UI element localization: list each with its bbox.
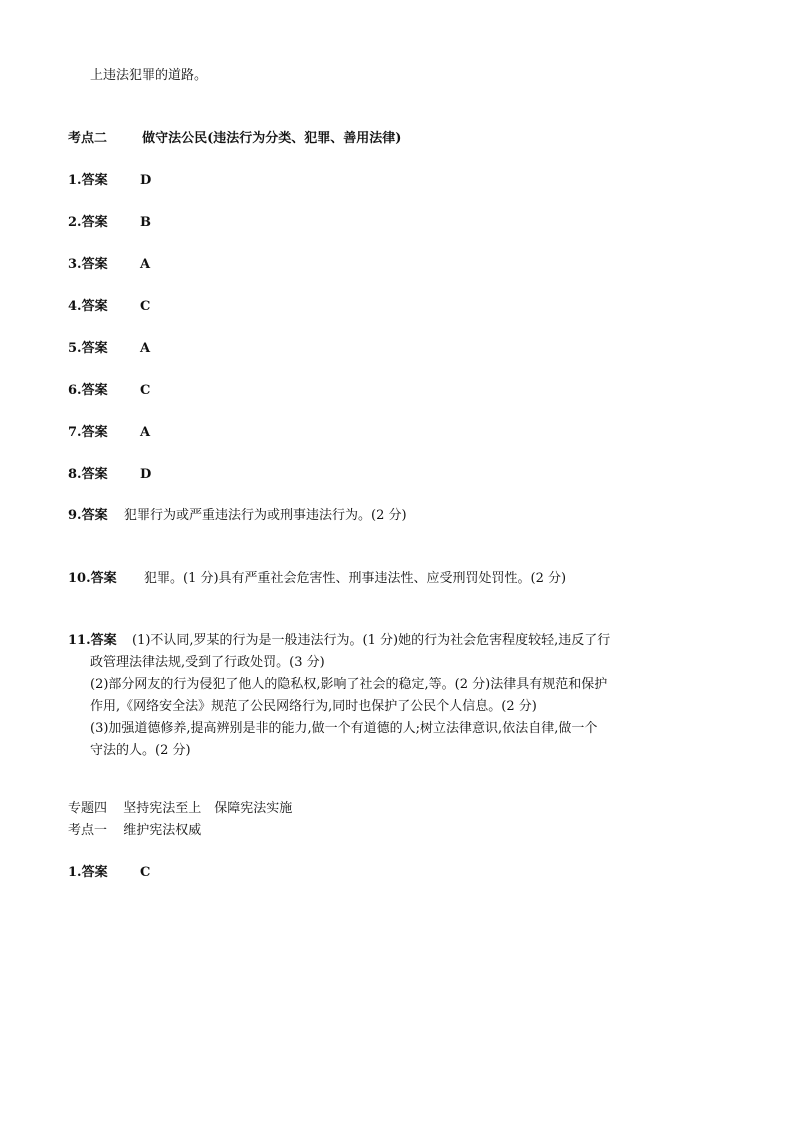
- answer-word: 答案: [81, 257, 108, 272]
- answer-row: [68, 383, 150, 399]
- answer-word: 答案: [81, 173, 108, 188]
- answer-value: 犯罪。(1 分)具有严重社会危害性、刑事违法性、应受刑罚处罚性。(2 分): [144, 571, 567, 586]
- answer-word: 答案: [81, 383, 108, 398]
- answer-row: [68, 571, 566, 587]
- section-heading-2: [68, 131, 401, 147]
- section-title: 维护宪法权威: [123, 823, 202, 838]
- answer-number: 5.: [68, 341, 82, 356]
- answer-row: [68, 467, 151, 483]
- answer-word: 答案: [81, 467, 108, 482]
- answer-text-line: 作用,《网络安全法》规范了公民网络行为,同时也保护了公民个人信息。(2 分): [90, 699, 537, 714]
- answer-word: 答案: [90, 571, 117, 586]
- answer-11-block: [68, 630, 668, 762]
- answer-value: A: [140, 257, 151, 272]
- answer-word: 答案: [81, 425, 108, 440]
- answer-row: [68, 299, 150, 315]
- answer-11-first-line: [68, 630, 668, 652]
- answer-value: C: [140, 383, 151, 398]
- answer-text-line: (3)加强道德修养,提高辨别是非的能力,做一个有道德的人;树立法律意识,依法自律,做一个: [90, 721, 598, 736]
- answer-number: 8.: [68, 467, 82, 482]
- answer-row: [68, 257, 150, 273]
- answer-value: D: [140, 467, 152, 482]
- answer-number: 11.: [68, 633, 91, 648]
- answer-row: [68, 425, 150, 441]
- topic-title: 坚持宪法至上 保障宪法实施: [123, 801, 293, 816]
- answer-number: 9.: [68, 508, 82, 523]
- answer-row: [68, 215, 151, 231]
- answer-text-line: 守法的人。(2 分): [90, 743, 191, 758]
- answer-value: B: [140, 215, 151, 230]
- answer-text-line: 政管理法律法规,受到了行政处罚。(3 分): [90, 655, 325, 670]
- answer-value: D: [140, 173, 152, 188]
- section-title: 做守法公民(违法行为分类、犯罪、善用法律): [142, 131, 402, 146]
- answer-word: 答案: [81, 508, 108, 523]
- answer-value: A: [140, 341, 151, 356]
- answer-word: 答案: [81, 215, 108, 230]
- answer-row: [68, 173, 151, 189]
- answer-number: 7.: [68, 425, 82, 440]
- section-heading-1: [68, 823, 201, 839]
- answer-number: 6.: [68, 383, 82, 398]
- answer-number: 10.: [68, 571, 91, 586]
- answer-word: 答案: [81, 865, 108, 880]
- answer-row: [68, 341, 150, 357]
- topic-heading-4: [68, 801, 292, 817]
- answer-row: [68, 508, 407, 524]
- answer-word: 答案: [81, 341, 108, 356]
- answer-number: 1.: [68, 865, 82, 880]
- intro-tail-text: 上违法犯罪的道路。: [90, 68, 208, 83]
- answer-text-line: (1)不认同,罗某的行为是一般违法行为。(1 分)她的行为社会危害程度较轻,违反了行: [132, 633, 611, 648]
- answer-number: 1.: [68, 173, 82, 188]
- answer-number: 3.: [68, 257, 82, 272]
- topic-label: 专题四: [68, 801, 108, 816]
- answer-value: 犯罪行为或严重违法行为或刑事违法行为。(2 分): [124, 508, 407, 523]
- section-label: 考点一: [68, 823, 108, 838]
- answer-value: C: [140, 299, 151, 314]
- answer-value: A: [140, 425, 151, 440]
- section-label: 考点二: [68, 131, 108, 146]
- answer-word: 答案: [90, 633, 117, 648]
- answer-text-line: (2)部分网友的行为侵犯了他人的隐私权,影响了社会的稳定,等。(2 分)法律具有规范和保护: [90, 677, 608, 692]
- answer-number: 2.: [68, 215, 82, 230]
- answer-word: 答案: [81, 299, 108, 314]
- answer-row: [68, 865, 150, 881]
- answer-value: C: [140, 865, 151, 880]
- answer-number: 4.: [68, 299, 82, 314]
